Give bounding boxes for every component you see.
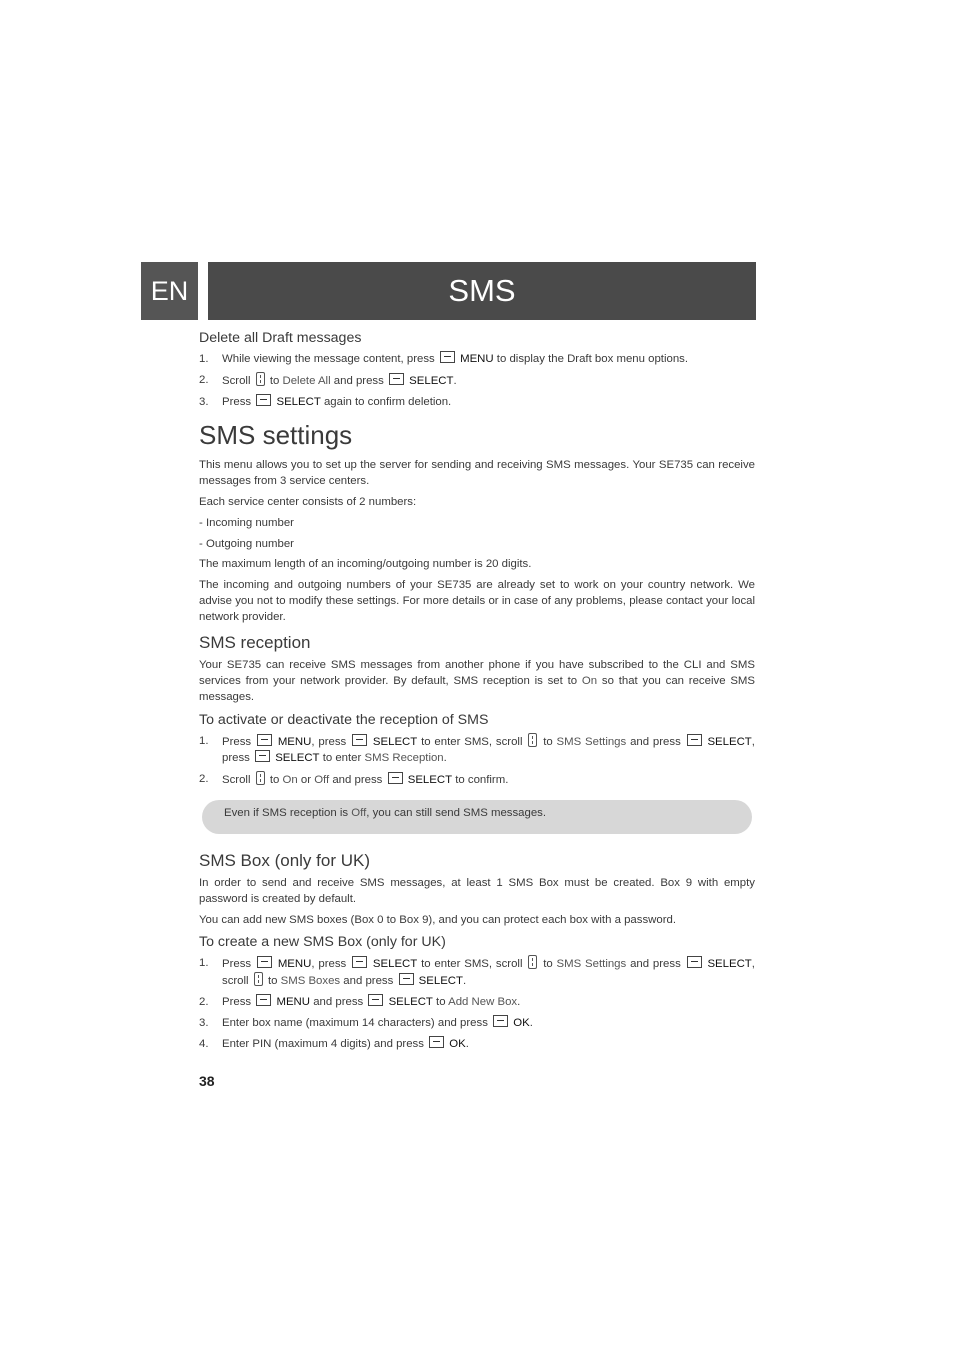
step-number: 2. <box>199 996 209 1008</box>
scroll-key-icon <box>256 771 265 785</box>
step-text: scroll <box>222 975 249 987</box>
key-label: SELECT <box>418 975 463 987</box>
step-text: to <box>269 375 280 387</box>
step-number: 1. <box>199 353 209 365</box>
key-label: SELECT <box>275 752 320 764</box>
key-label: SELECT <box>407 774 453 786</box>
paragraph: - Incoming number <box>199 517 294 529</box>
softkey-icon <box>256 994 271 1006</box>
step-text: to <box>436 996 446 1008</box>
list-item <box>199 733 755 766</box>
list-item <box>199 1015 755 1031</box>
step-text: to confirm. <box>455 774 509 786</box>
key-label: SELECT <box>388 996 433 1008</box>
note-box <box>202 800 752 834</box>
menu-item-name: SMS Settings <box>556 736 627 748</box>
menu-item-name: SMS Settings <box>556 958 627 970</box>
paragraph: - Outgoing number <box>199 538 294 550</box>
step-text: , <box>751 736 755 748</box>
sms-settings-heading: SMS settings <box>199 420 353 450</box>
step-text: or <box>300 774 312 786</box>
softkey-icon <box>257 734 272 746</box>
key-label: SELECT <box>372 736 418 748</box>
language-label: EN <box>150 275 189 306</box>
key-label: SELECT <box>707 958 752 970</box>
step-text: , <box>751 958 755 970</box>
softkey-icon <box>255 750 270 762</box>
softkey-icon <box>493 1015 508 1027</box>
reception-steps <box>199 733 755 788</box>
step-number: 3. <box>199 1017 209 1029</box>
softkey-icon <box>399 973 414 985</box>
paragraph: In order to send and receive SMS messages, at least 1 SMS Box must be created. Box 9 with empty password is created by default. <box>199 877 755 905</box>
step-text: Press <box>222 958 252 970</box>
page-content <box>199 328 755 788</box>
step-text: . <box>465 1038 469 1050</box>
key-label: OK <box>449 1038 466 1050</box>
step-text: . <box>529 1017 533 1029</box>
softkey-icon <box>257 956 272 968</box>
key-label: OK <box>513 1017 530 1029</box>
step-text: to enter SMS, scroll <box>421 958 523 970</box>
step-text: to <box>267 975 278 987</box>
softkey-icon <box>389 373 404 385</box>
scroll-key-icon <box>254 972 263 986</box>
step-text: While viewing the message content, press <box>222 353 435 365</box>
step-text: again to confirm deletion. <box>323 396 452 408</box>
step-text: to <box>543 958 553 970</box>
delete-draft-heading: Delete all Draft messages <box>199 330 362 346</box>
key-label: SELECT <box>372 958 418 970</box>
key-label: MENU <box>460 353 494 365</box>
step-number: 1. <box>199 735 209 747</box>
step-text: , press <box>311 958 347 970</box>
sms-reception-heading: SMS reception <box>199 633 311 652</box>
step-text: . <box>462 975 467 987</box>
key-label: MENU <box>276 996 311 1008</box>
step-text: to display the Draft box menu options. <box>496 353 689 365</box>
step-text: to enter SMS, scroll <box>421 736 523 748</box>
key-label: MENU <box>277 736 312 748</box>
scroll-key-icon <box>528 955 537 969</box>
step-text: . <box>517 996 521 1008</box>
step-text: Press <box>222 736 252 748</box>
setting-value: On <box>282 774 298 786</box>
step-text: Press <box>222 996 252 1008</box>
list-item <box>199 351 755 367</box>
softkey-icon <box>368 994 383 1006</box>
paragraph: You can add new SMS boxes (Box 0 to Box 9), and you can protect each box with a password. <box>199 914 676 926</box>
paragraph: The maximum length of an incoming/outgoing number is 20 digits. <box>199 558 532 570</box>
list-item <box>199 394 755 410</box>
chapter-title: SMS <box>448 273 516 308</box>
chapter-title-bar <box>208 262 756 320</box>
step-text: to enter <box>322 752 362 764</box>
softkey-icon <box>687 956 702 968</box>
key-label: MENU <box>277 958 312 970</box>
step-text: Scroll <box>222 375 251 387</box>
setting-value: Off <box>351 807 367 819</box>
menu-item-name: Add New Box <box>448 996 518 1008</box>
activate-reception-heading: To activate or deactivate the reception of SMS <box>199 712 489 728</box>
sms-box-section <box>199 850 755 1052</box>
step-text: and press <box>630 736 681 748</box>
key-label: SELECT <box>707 736 752 748</box>
softkey-icon <box>388 772 403 784</box>
step-text: . <box>453 375 457 387</box>
note-text: Even if SMS reception is <box>224 807 349 819</box>
scroll-key-icon <box>256 372 265 386</box>
language-tab <box>141 262 198 320</box>
step-number: 2. <box>199 374 209 386</box>
list-item <box>199 994 755 1010</box>
step-text: and press <box>332 774 383 786</box>
paragraph: Each service center consists of 2 numbers: <box>199 496 417 508</box>
paragraph-text: so that you can receive SMS messages. <box>199 675 755 703</box>
softkey-icon <box>352 956 367 968</box>
list-item <box>199 955 755 989</box>
delete-draft-steps <box>199 351 755 410</box>
step-text: Enter PIN (maximum 4 digits) and press <box>222 1038 424 1050</box>
step-text: , press <box>311 736 347 748</box>
step-text: . <box>443 752 447 764</box>
step-number: 3. <box>199 396 209 408</box>
step-number: 2. <box>199 773 209 785</box>
softkey-icon <box>256 394 271 406</box>
key-label: SELECT <box>409 375 454 387</box>
list-item <box>199 771 755 788</box>
step-number: 1. <box>199 957 209 969</box>
paragraph <box>199 657 755 705</box>
sms-box-heading: SMS Box (only for UK) <box>199 851 370 870</box>
create-box-steps <box>199 955 755 1052</box>
softkey-icon <box>687 734 702 746</box>
paragraph-text: Your SE735 can receive SMS messages from another phone if you have subscribed to the CLI and SMS services from your network provider. By default, SMS reception is set to <box>199 659 755 687</box>
step-text: and press <box>313 996 364 1008</box>
note-text: , you can still send SMS messages. <box>366 807 547 819</box>
menu-item-name: SMS Boxes <box>280 975 341 987</box>
softkey-icon <box>352 734 367 746</box>
softkey-icon <box>440 351 455 363</box>
page-number: 38 <box>199 1073 215 1089</box>
step-text: press <box>222 752 250 764</box>
step-text: Press <box>222 396 252 408</box>
paragraph: The incoming and outgoing numbers of your SE735 are already set to work on your country network. We advise you not to modify these settings. For more details or in case of any problems, please contact your local network provider. <box>199 579 755 623</box>
step-text: and press <box>343 975 394 987</box>
step-text: and press <box>333 375 384 387</box>
scroll-key-icon <box>528 733 537 747</box>
create-box-heading: To create a new SMS Box (only for UK) <box>199 934 446 950</box>
setting-value: On <box>581 675 598 687</box>
step-number: 4. <box>199 1038 209 1050</box>
step-text: Enter box name (maximum 14 characters) and press <box>222 1017 488 1029</box>
list-item <box>199 372 755 389</box>
step-text: to <box>543 736 553 748</box>
key-label: SELECT <box>276 396 321 408</box>
step-text: to <box>269 774 280 786</box>
step-text: and press <box>630 958 681 970</box>
menu-item-name: Delete All <box>282 375 331 387</box>
step-text: Scroll <box>222 774 251 786</box>
softkey-icon <box>429 1036 444 1048</box>
paragraph: This menu allows you to set up the server for sending and receiving SMS messages. Your SE735 can receive messages from 3 service centers. <box>199 459 755 487</box>
menu-item-name: SMS Reception <box>364 752 444 764</box>
list-item <box>199 1036 755 1052</box>
setting-value: Off <box>314 774 330 786</box>
